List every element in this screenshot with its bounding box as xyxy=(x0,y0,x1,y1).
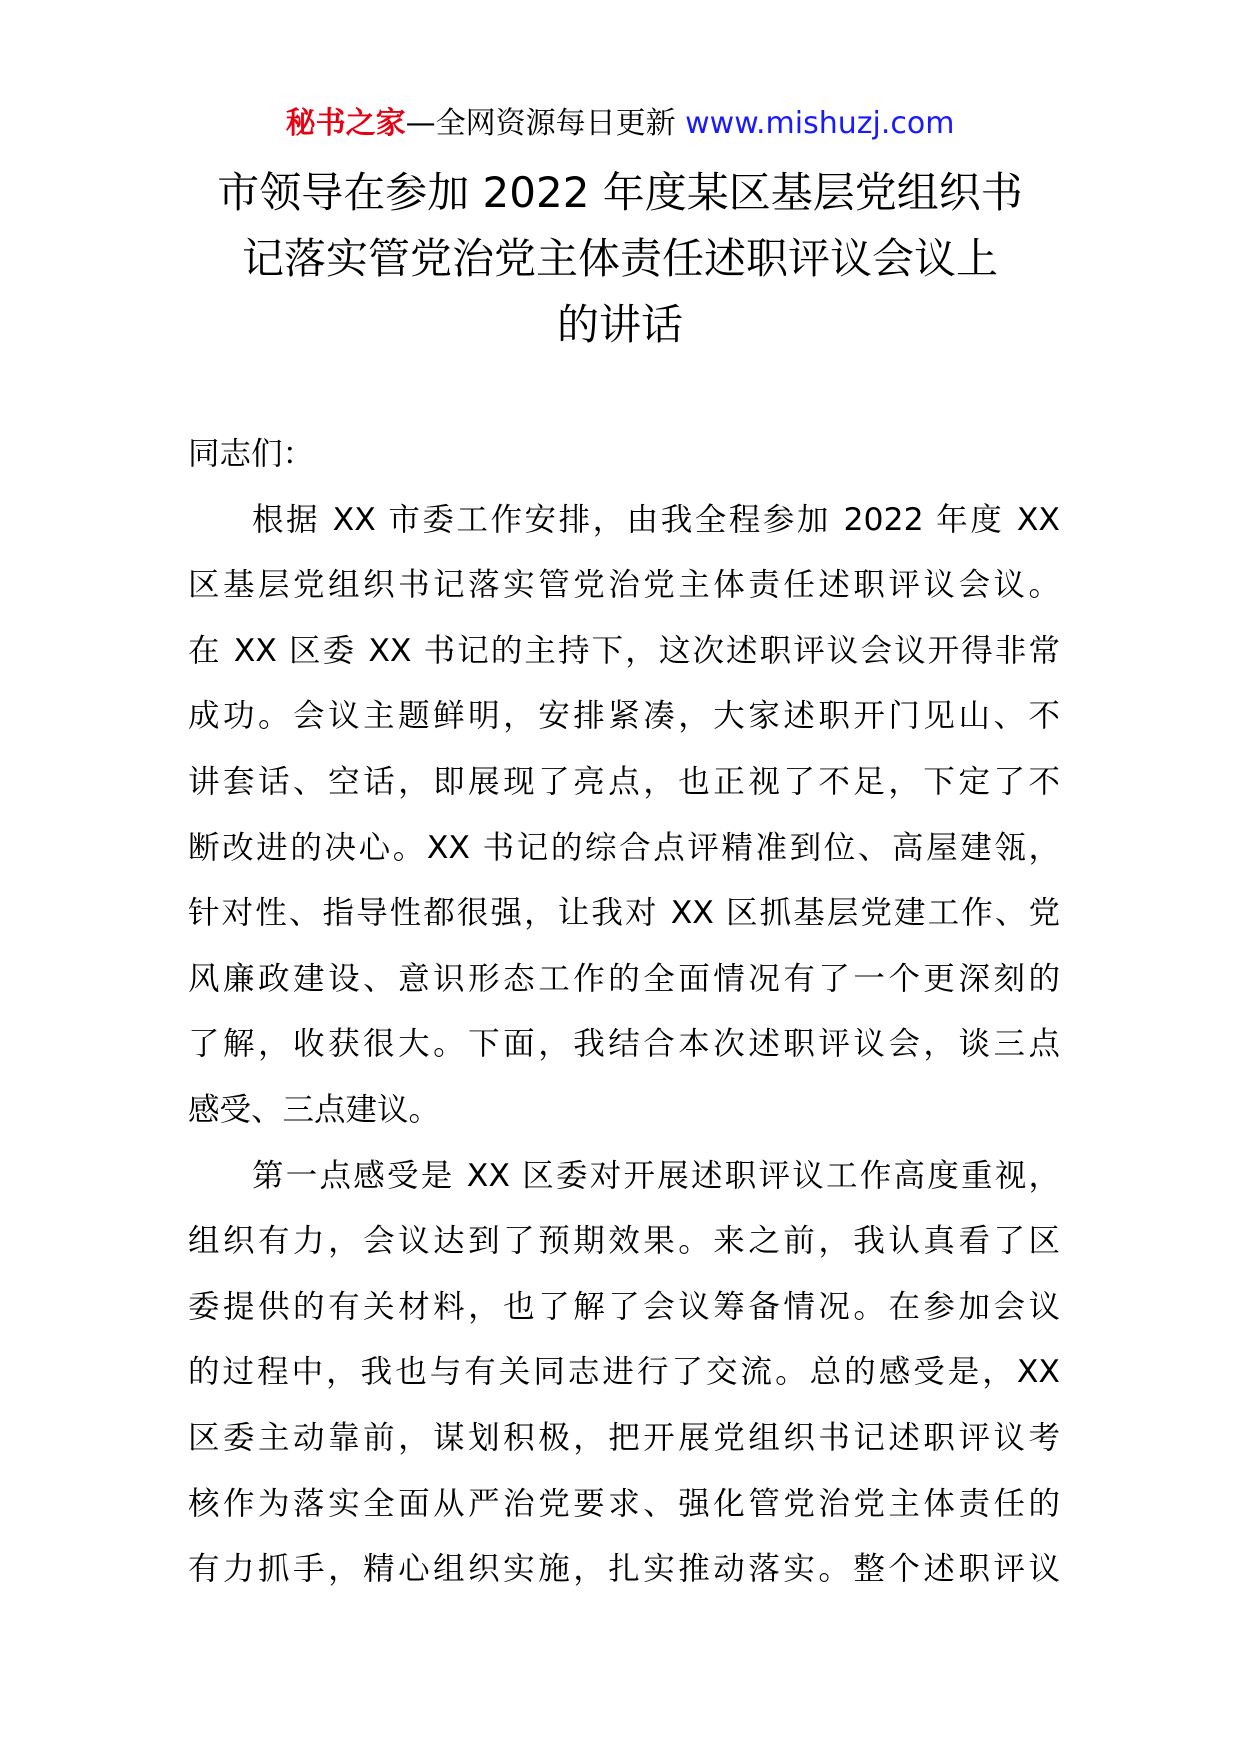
site-url-link[interactable]: www.mishuzj.com xyxy=(685,106,955,141)
paragraph-line: 讲套话、空话，即展现了亮点，也正视了不足，下定了不 xyxy=(188,763,1060,800)
paragraph-line: 根据 XX 市委工作安排，由我全程参加 2022 年度 XX xyxy=(252,501,1060,538)
paragraph-line: 成功。会议主题鲜明，安排紧凑，大家述职开门见山、不 xyxy=(188,698,1060,735)
brand-name: 秘书之家 xyxy=(285,106,406,141)
paragraph-line: 在 XX 区委 XX 书记的主持下，这次述职评议会议开得非常 xyxy=(188,632,1060,669)
title-line: 的讲话 xyxy=(556,300,683,349)
site-header xyxy=(0,100,1240,148)
title-line: 市领导在参加 2022 年度某区基层党组织书 xyxy=(217,168,1023,217)
title-line: 记落实管党治党主体责任述职评议会议上 xyxy=(241,234,998,283)
paragraph-line: 有力抓手，精心组织实施，扎实推动落实。整个述职评议 xyxy=(188,1551,1060,1588)
paragraph-line: 组织有力，会议达到了预期效果。来之前，我认真看了区 xyxy=(188,1223,1060,1260)
paragraph-line: 风廉政建设、意识形态工作的全面情况有了一个更深刻的 xyxy=(188,960,1060,997)
paragraph-line: 区委主动靠前，谋划积极，把开展党组织书记述职评议考 xyxy=(188,1419,1060,1456)
header-tagline: —全网资源每日更新 xyxy=(405,106,676,141)
paragraph-line: 了解，收获很大。下面，我结合本次述职评议会，谈三点 xyxy=(188,1026,1060,1063)
paragraph-line: 第一点感受是 XX 区委对开展述职评议工作高度重视， xyxy=(252,1157,1060,1194)
paragraph-line: 区基层党组织书记落实管党治党主体责任述职评议会议。 xyxy=(188,567,1060,604)
document-body xyxy=(188,422,1060,1603)
paragraph-line: 断改进的决心。XX 书记的综合点评精准到位、高屋建瓴， xyxy=(188,829,1060,866)
paragraph-2 xyxy=(188,1144,1060,1603)
salutation: 同志们： xyxy=(188,436,315,472)
paragraph-line: 针对性、指导性都很强，让我对 XX 区抓基层党建工作、党 xyxy=(188,895,1060,932)
paragraph-line: 委提供的有关材料，也了解了会议筹备情况。在参加会议 xyxy=(188,1288,1060,1325)
paragraph-1 xyxy=(188,488,1060,1144)
document-title xyxy=(150,160,1090,358)
paragraph-line: 的过程中，我也与有关同志进行了交流。总的感受是，XX xyxy=(188,1354,1060,1391)
paragraph-line: 感受、三点建议。 xyxy=(188,1091,441,1128)
paragraph-line: 核作为落实全面从严治党要求、强化管党治党主体责任的 xyxy=(188,1485,1060,1522)
